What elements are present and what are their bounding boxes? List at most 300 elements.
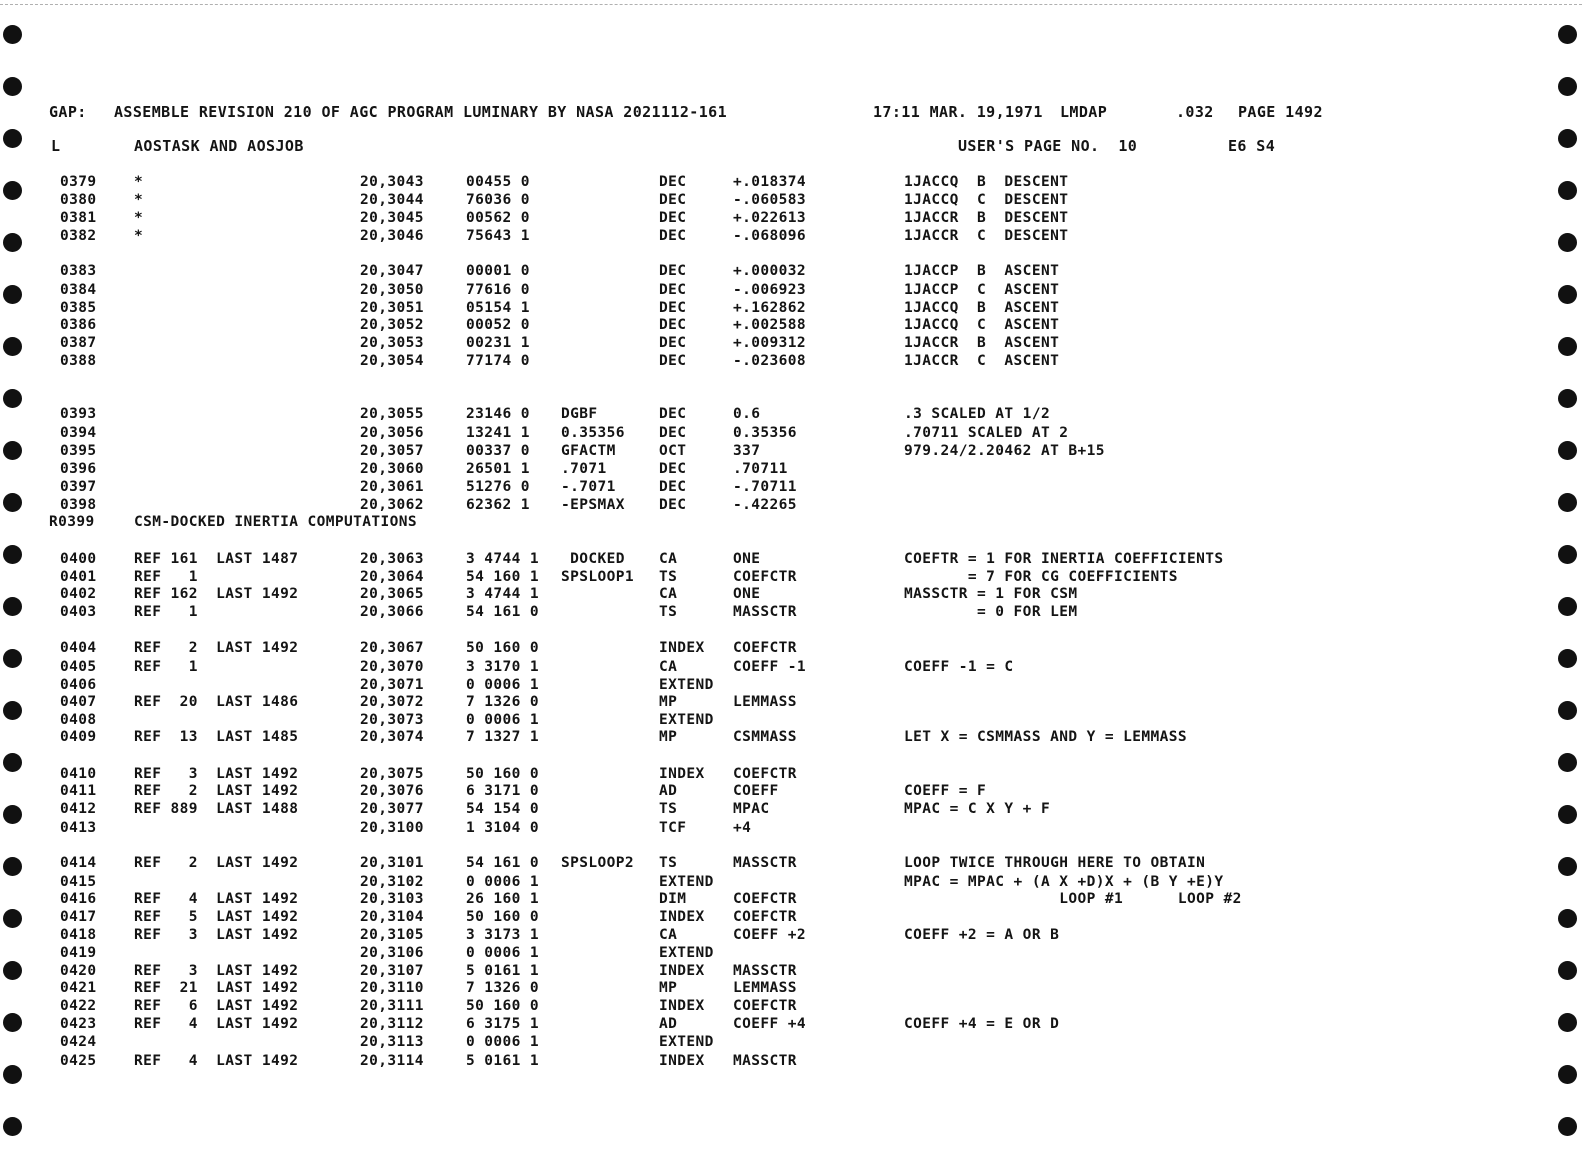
cell-comment: 1JACCQ C ASCENT [904, 317, 1060, 333]
cell-addr: 20,3071 [360, 677, 424, 693]
cell-addr: 20,3060 [360, 461, 424, 477]
cell-addr: 20,3114 [360, 1053, 424, 1069]
page-number: PAGE 1492 [1238, 103, 1323, 121]
cell-addr: 20,3107 [360, 963, 424, 979]
cell-operand: COEFF -1 [733, 659, 807, 675]
cell-addr: 20,3044 [360, 192, 424, 208]
feed-hole [3, 285, 22, 304]
cell-operand: -.006923 [733, 282, 807, 298]
feed-hole [1558, 1065, 1577, 1084]
cell-op: TCF [659, 820, 687, 836]
feed-hole [3, 909, 22, 928]
cell-word: 54 161 0 [466, 604, 540, 620]
cell-addr: 20,3102 [360, 874, 424, 890]
cell-line: 0411 [60, 783, 97, 799]
cell-ref: REF 4 LAST 1492 [134, 1053, 299, 1069]
cell-op: INDEX [659, 766, 705, 782]
cell-operand: MASSCTR [733, 963, 797, 979]
cell-ref: REF 4 LAST 1492 [134, 891, 299, 907]
cell-addr: 20,3100 [360, 820, 424, 836]
feed-hole [1558, 545, 1577, 564]
cell-word: 54 160 1 [466, 569, 540, 585]
cell-op: TS [659, 855, 678, 871]
cell-line: 0384 [60, 282, 97, 298]
feed-hole [1558, 909, 1577, 928]
feed-hole [3, 961, 22, 980]
cell-comment: COEFF +4 = E OR D [904, 1016, 1060, 1032]
cell-ref: * [134, 228, 144, 244]
cell-word: 00052 0 [466, 317, 530, 333]
cell-comment: 1JACCR B ASCENT [904, 335, 1060, 351]
cell-op: AD [659, 783, 678, 799]
cell-op: EXTEND [659, 1034, 714, 1050]
cell-addr: 20,3045 [360, 210, 424, 226]
cell-comment: 1JACCQ C DESCENT [904, 192, 1069, 208]
cell-op: DEC [659, 425, 687, 441]
cell-operand: ONE [733, 586, 761, 602]
cell-addr: 20,3043 [360, 174, 424, 190]
cell-ref: REF 5 LAST 1492 [134, 909, 299, 925]
cell-operand: CSMMASS [733, 729, 797, 745]
cell-word: 3 4744 1 [466, 586, 540, 602]
cell-op: OCT [659, 443, 687, 459]
cell-comment: MASSCTR = 1 FOR CSM [904, 586, 1078, 602]
cell-label: DOCKED [561, 551, 625, 567]
cell-label: .7071 [561, 461, 607, 477]
cell-operand: -.060583 [733, 192, 807, 208]
cell-word: 50 160 0 [466, 998, 540, 1014]
cell-op: AD [659, 1016, 678, 1032]
cell-line: R0399 [49, 514, 95, 530]
cell-op: CA [659, 586, 678, 602]
cell-op: DEC [659, 479, 687, 495]
log-section-title: AOSTASK AND AOSJOB [134, 137, 304, 155]
cell-line: 0416 [60, 891, 97, 907]
cell-word: 3 4744 1 [466, 551, 540, 567]
cell-comment: COEFF -1 = C [904, 659, 1014, 675]
feed-hole [3, 597, 22, 616]
cell-ref: REF 2 LAST 1492 [134, 640, 299, 656]
cell-addr: 20,3104 [360, 909, 424, 925]
cell-addr: 20,3063 [360, 551, 424, 567]
cell-addr: 20,3051 [360, 300, 424, 316]
cell-operand: MASSCTR [733, 604, 797, 620]
feed-hole [1558, 337, 1577, 356]
cell-comment: 1JACCQ B DESCENT [904, 174, 1069, 190]
cell-comment: 979.24/2.20462 AT B+15 [904, 443, 1105, 459]
cell-ref: REF 3 LAST 1492 [134, 766, 299, 782]
cell-word: 50 160 0 [466, 640, 540, 656]
cell-word: 00562 0 [466, 210, 530, 226]
log-section-header [0, 137, 1276, 155]
cell-line: 0387 [60, 335, 97, 351]
cell-addr: 20,3064 [360, 569, 424, 585]
cell-op: DEC [659, 192, 687, 208]
feed-hole [1558, 857, 1577, 876]
cell-word: 5 0161 1 [466, 963, 540, 979]
cell-line: 0401 [60, 569, 97, 585]
feed-hole [1558, 805, 1577, 824]
cell-operand: 337 [733, 443, 761, 459]
feed-hole [3, 701, 22, 720]
cell-word: 6 3175 1 [466, 1016, 540, 1032]
cell-line: 0382 [60, 228, 97, 244]
cell-addr: 20,3057 [360, 443, 424, 459]
cell-line: 0410 [60, 766, 97, 782]
cell-word: 6 3171 0 [466, 783, 540, 799]
cell-addr: 20,3050 [360, 282, 424, 298]
cell-op: INDEX [659, 640, 705, 656]
cell-word: 00337 0 [466, 443, 530, 459]
cell-addr: 20,3072 [360, 694, 424, 710]
cell-ref: REF 2 LAST 1492 [134, 783, 299, 799]
cell-ref: REF 3 LAST 1492 [134, 927, 299, 943]
cell-line: 0403 [60, 604, 97, 620]
cell-comment: .3 SCALED AT 1/2 [904, 406, 1051, 422]
feed-hole [1558, 233, 1577, 252]
cell-operand: MASSCTR [733, 855, 797, 871]
cell-operand: MPAC [733, 801, 770, 817]
cell-ref: * [134, 174, 144, 190]
cell-line: 0413 [60, 820, 97, 836]
cell-addr: 20,3054 [360, 353, 424, 369]
cell-comment: = 7 FOR CG COEFFICIENTS [904, 569, 1178, 585]
cell-line: 0388 [60, 353, 97, 369]
cell-ref: REF 1 [134, 569, 198, 585]
cell-op: DEC [659, 282, 687, 298]
cell-ref: REF 889 LAST 1488 [134, 801, 299, 817]
cell-op: DEC [659, 497, 687, 513]
cell-word: 23146 0 [466, 406, 530, 422]
cell-op: DEC [659, 335, 687, 351]
cell-comment: LOOP TWICE THROUGH HERE TO OBTAIN [904, 855, 1206, 871]
cell-comment: 1JACCQ B ASCENT [904, 300, 1060, 316]
cell-op: CA [659, 927, 678, 943]
cell-op: DEC [659, 210, 687, 226]
cell-line: 0419 [60, 945, 97, 961]
cell-op: MP [659, 729, 678, 745]
cell-line: 0414 [60, 855, 97, 871]
cell-word: 0 0006 1 [466, 1034, 540, 1050]
cell-word: 54 154 0 [466, 801, 540, 817]
cell-operand: COEFF +4 [733, 1016, 807, 1032]
cell-line: 0424 [60, 1034, 97, 1050]
cell-operand: COEFCTR [733, 891, 797, 907]
cell-line: 0379 [60, 174, 97, 190]
cell-ref: REF 162 LAST 1492 [134, 586, 299, 602]
cell-comment: COEFF = F [904, 783, 987, 799]
feed-hole [3, 441, 22, 460]
cell-ref: REF 1 [134, 604, 198, 620]
cell-line: 0380 [60, 192, 97, 208]
feed-hole [1558, 129, 1577, 148]
cell-line: 0386 [60, 317, 97, 333]
cell-comment: 1JACCP B ASCENT [904, 263, 1060, 279]
feed-hole [3, 649, 22, 668]
cell-addr: 20,3113 [360, 1034, 424, 1050]
sheet-id: E6 S4 [1228, 137, 1276, 155]
cell-ref: REF 161 LAST 1487 [134, 551, 299, 567]
feed-hole [1558, 285, 1577, 304]
sequence-number: .032 [1176, 103, 1214, 121]
cell-operand: +4 [733, 820, 752, 836]
feed-hole [3, 1065, 22, 1084]
cell-operand: +.009312 [733, 335, 807, 351]
module-name: LMDAP [1060, 103, 1108, 121]
cell-addr: 20,3110 [360, 980, 424, 996]
cell-line: 0425 [60, 1053, 97, 1069]
cell-operand: +.002588 [733, 317, 807, 333]
cell-op: INDEX [659, 963, 705, 979]
cell-addr: 20,3101 [360, 855, 424, 871]
cell-comment: LET X = CSMMASS AND Y = LEMMASS [904, 729, 1188, 745]
cell-operand: 0.6 [733, 406, 761, 422]
cell-word: 5 0161 1 [466, 1053, 540, 1069]
cell-op: CA [659, 659, 678, 675]
feed-hole [1558, 181, 1577, 200]
cell-addr: 20,3111 [360, 998, 424, 1014]
cell-addr: 20,3056 [360, 425, 424, 441]
cell-line: 0405 [60, 659, 97, 675]
cell-addr: 20,3052 [360, 317, 424, 333]
cell-operand: +.022613 [733, 210, 807, 226]
feed-hole [1558, 597, 1577, 616]
cell-word: 75643 1 [466, 228, 530, 244]
cell-operand: +.000032 [733, 263, 807, 279]
cell-word: 62362 1 [466, 497, 530, 513]
cell-word: 51276 0 [466, 479, 530, 495]
cell-line: 0417 [60, 909, 97, 925]
cell-operand: 0.35356 [733, 425, 797, 441]
cell-label: -EPSMAX [561, 497, 625, 513]
cell-operand: MASSCTR [733, 1053, 797, 1069]
cell-addr: 20,3073 [360, 712, 424, 728]
cell-label: SPSLOOP1 [561, 569, 635, 585]
cell-operand: COEFCTR [733, 569, 797, 585]
cell-word: 54 161 0 [466, 855, 540, 871]
cell-addr: 20,3047 [360, 263, 424, 279]
cell-op: INDEX [659, 1053, 705, 1069]
cell-op: DEC [659, 406, 687, 422]
cell-word: 0 0006 1 [466, 945, 540, 961]
cell-addr: 20,3055 [360, 406, 424, 422]
cell-operand: COEFF +2 [733, 927, 807, 943]
cell-ref: REF 21 LAST 1492 [134, 980, 299, 996]
cell-line: 0412 [60, 801, 97, 817]
cell-comment: MPAC = MPAC + (A X +D)X + (B Y +E)Y [904, 874, 1224, 890]
cell-ref: REF 1 [134, 659, 198, 675]
cell-comment: .70711 SCALED AT 2 [904, 425, 1069, 441]
cell-line: 0409 [60, 729, 97, 745]
cell-operand: -.023608 [733, 353, 807, 369]
cell-operand: COEFCTR [733, 766, 797, 782]
cell-operand: LEMMASS [733, 694, 797, 710]
cell-word: 0 0006 1 [466, 677, 540, 693]
cell-word: 77616 0 [466, 282, 530, 298]
cell-comment: 1JACCR C DESCENT [904, 228, 1069, 244]
cell-line: 0400 [60, 551, 97, 567]
feed-hole [1558, 25, 1577, 44]
cell-ref: REF 4 LAST 1492 [134, 1016, 299, 1032]
cell-line: 0398 [60, 497, 97, 513]
listing-flag: L [51, 137, 61, 155]
cell-word: 50 160 0 [466, 909, 540, 925]
cell-ref: REF 20 LAST 1486 [134, 694, 299, 710]
cell-addr: 20,3106 [360, 945, 424, 961]
feed-hole [3, 753, 22, 772]
cell-line: 0423 [60, 1016, 97, 1032]
cell-op: EXTEND [659, 945, 714, 961]
cell-addr: 20,3046 [360, 228, 424, 244]
cell-operand: -.42265 [733, 497, 797, 513]
cell-addr: 20,3105 [360, 927, 424, 943]
cell-word: 1 3104 0 [466, 820, 540, 836]
feed-hole [3, 1013, 22, 1032]
cell-word: 00231 1 [466, 335, 530, 351]
cell-addr: 20,3103 [360, 891, 424, 907]
feed-hole [3, 1117, 22, 1136]
feed-hole [1558, 753, 1577, 772]
cell-line: 0381 [60, 210, 97, 226]
cell-operand: -.70711 [733, 479, 797, 495]
cell-addr: 20,3062 [360, 497, 424, 513]
cell-line: 0420 [60, 963, 97, 979]
cell-word: 3 3173 1 [466, 927, 540, 943]
cell-word: 7 1327 1 [466, 729, 540, 745]
cell-op: DEC [659, 300, 687, 316]
cell-word: 00455 0 [466, 174, 530, 190]
cell-addr: 20,3061 [360, 479, 424, 495]
cell-op: TS [659, 801, 678, 817]
cell-operand: COEFCTR [733, 640, 797, 656]
cell-op: INDEX [659, 998, 705, 1014]
cell-addr: 20,3075 [360, 766, 424, 782]
cell-addr: 20,3067 [360, 640, 424, 656]
cell-op: DEC [659, 317, 687, 333]
feed-hole [1558, 1117, 1577, 1136]
users-page-number: USER'S PAGE NO. 10 [958, 137, 1138, 155]
feed-hole [3, 805, 22, 824]
cell-addr: 20,3077 [360, 801, 424, 817]
cell-line: 0406 [60, 677, 97, 693]
cell-word: 3 3170 1 [466, 659, 540, 675]
cell-line: 0383 [60, 263, 97, 279]
cell-label: DGBF [561, 406, 598, 422]
feed-hole [3, 389, 22, 408]
print-datetime: 17:11 MAR. 19,1971 [873, 103, 1043, 121]
cell-operand: COEFCTR [733, 909, 797, 925]
cell-word: 05154 1 [466, 300, 530, 316]
cell-addr: 20,3112 [360, 1016, 424, 1032]
cell-op: EXTEND [659, 874, 714, 890]
cell-word: 0 0006 1 [466, 874, 540, 890]
cell-operand: +.162862 [733, 300, 807, 316]
feed-hole [3, 337, 22, 356]
cell-ref: REF 13 LAST 1485 [134, 729, 299, 745]
cell-word: 13241 1 [466, 425, 530, 441]
feed-hole [1558, 493, 1577, 512]
cell-line: 0395 [60, 443, 97, 459]
cell-operand: +.018374 [733, 174, 807, 190]
cell-label: 0.35356 [561, 425, 625, 441]
cell-ref: REF 2 LAST 1492 [134, 855, 299, 871]
right-tractor-feed [1552, 0, 1582, 1167]
perforation-edge [0, 4, 1582, 5]
cell-op: MP [659, 694, 678, 710]
feed-hole [3, 77, 22, 96]
feed-hole [1558, 389, 1577, 408]
cell-word: 0 0006 1 [466, 712, 540, 728]
assembly-header [0, 103, 1323, 121]
feed-hole [1558, 441, 1577, 460]
cell-line: 0407 [60, 694, 97, 710]
cell-comment: = 0 FOR LEM [904, 604, 1078, 620]
cell-word: 26501 1 [466, 461, 530, 477]
cell-line: 0393 [60, 406, 97, 422]
cell-addr: 20,3074 [360, 729, 424, 745]
cell-op: DEC [659, 353, 687, 369]
cell-line: 0418 [60, 927, 97, 943]
cell-operand: COEFF [733, 783, 779, 799]
cell-line: 0421 [60, 980, 97, 996]
cell-line: 0396 [60, 461, 97, 477]
feed-hole [1558, 1013, 1577, 1032]
cell-addr: 20,3076 [360, 783, 424, 799]
cell-comment: 1JACCR C ASCENT [904, 353, 1060, 369]
cell-line: 0422 [60, 998, 97, 1014]
gap-label: GAP: [49, 103, 87, 121]
feed-hole [3, 857, 22, 876]
feed-hole [1558, 649, 1577, 668]
cell-op: TS [659, 604, 678, 620]
cell-word: 77174 0 [466, 353, 530, 369]
cell-ref: * [134, 192, 144, 208]
cell-op: DEC [659, 461, 687, 477]
cell-op: INDEX [659, 909, 705, 925]
assembly-title: ASSEMBLE REVISION 210 OF AGC PROGRAM LUMINARY BY NASA 2021112-161 [114, 103, 727, 121]
feed-hole [3, 545, 22, 564]
cell-word: 00001 0 [466, 263, 530, 279]
cell-line: 0385 [60, 300, 97, 316]
feed-hole [1558, 961, 1577, 980]
cell-line: 0408 [60, 712, 97, 728]
cell-line: 0404 [60, 640, 97, 656]
feed-hole [3, 493, 22, 512]
cell-op: TS [659, 569, 678, 585]
cell-line: 0402 [60, 586, 97, 602]
cell-operand: ONE [733, 551, 761, 567]
cell-line: 0397 [60, 479, 97, 495]
cell-word: 76036 0 [466, 192, 530, 208]
cell-op: DEC [659, 174, 687, 190]
cell-operand: .70711 [733, 461, 788, 477]
cell-op: DEC [659, 263, 687, 279]
cell-comment: 1JACCR B DESCENT [904, 210, 1069, 226]
feed-hole [1558, 701, 1577, 720]
cell-op: DIM [659, 891, 687, 907]
cell-label: GFACTM [561, 443, 616, 459]
cell-operand: COEFCTR [733, 998, 797, 1014]
cell-op: EXTEND [659, 712, 714, 728]
cell-label: -.7071 [561, 479, 616, 495]
feed-hole [3, 25, 22, 44]
cell-word: 50 160 0 [466, 766, 540, 782]
cell-word: 7 1326 0 [466, 694, 540, 710]
cell-op: CA [659, 551, 678, 567]
cell-comment: COEFF +2 = A OR B [904, 927, 1060, 943]
cell-op: EXTEND [659, 677, 714, 693]
cell-ref: REF 6 LAST 1492 [134, 998, 299, 1014]
